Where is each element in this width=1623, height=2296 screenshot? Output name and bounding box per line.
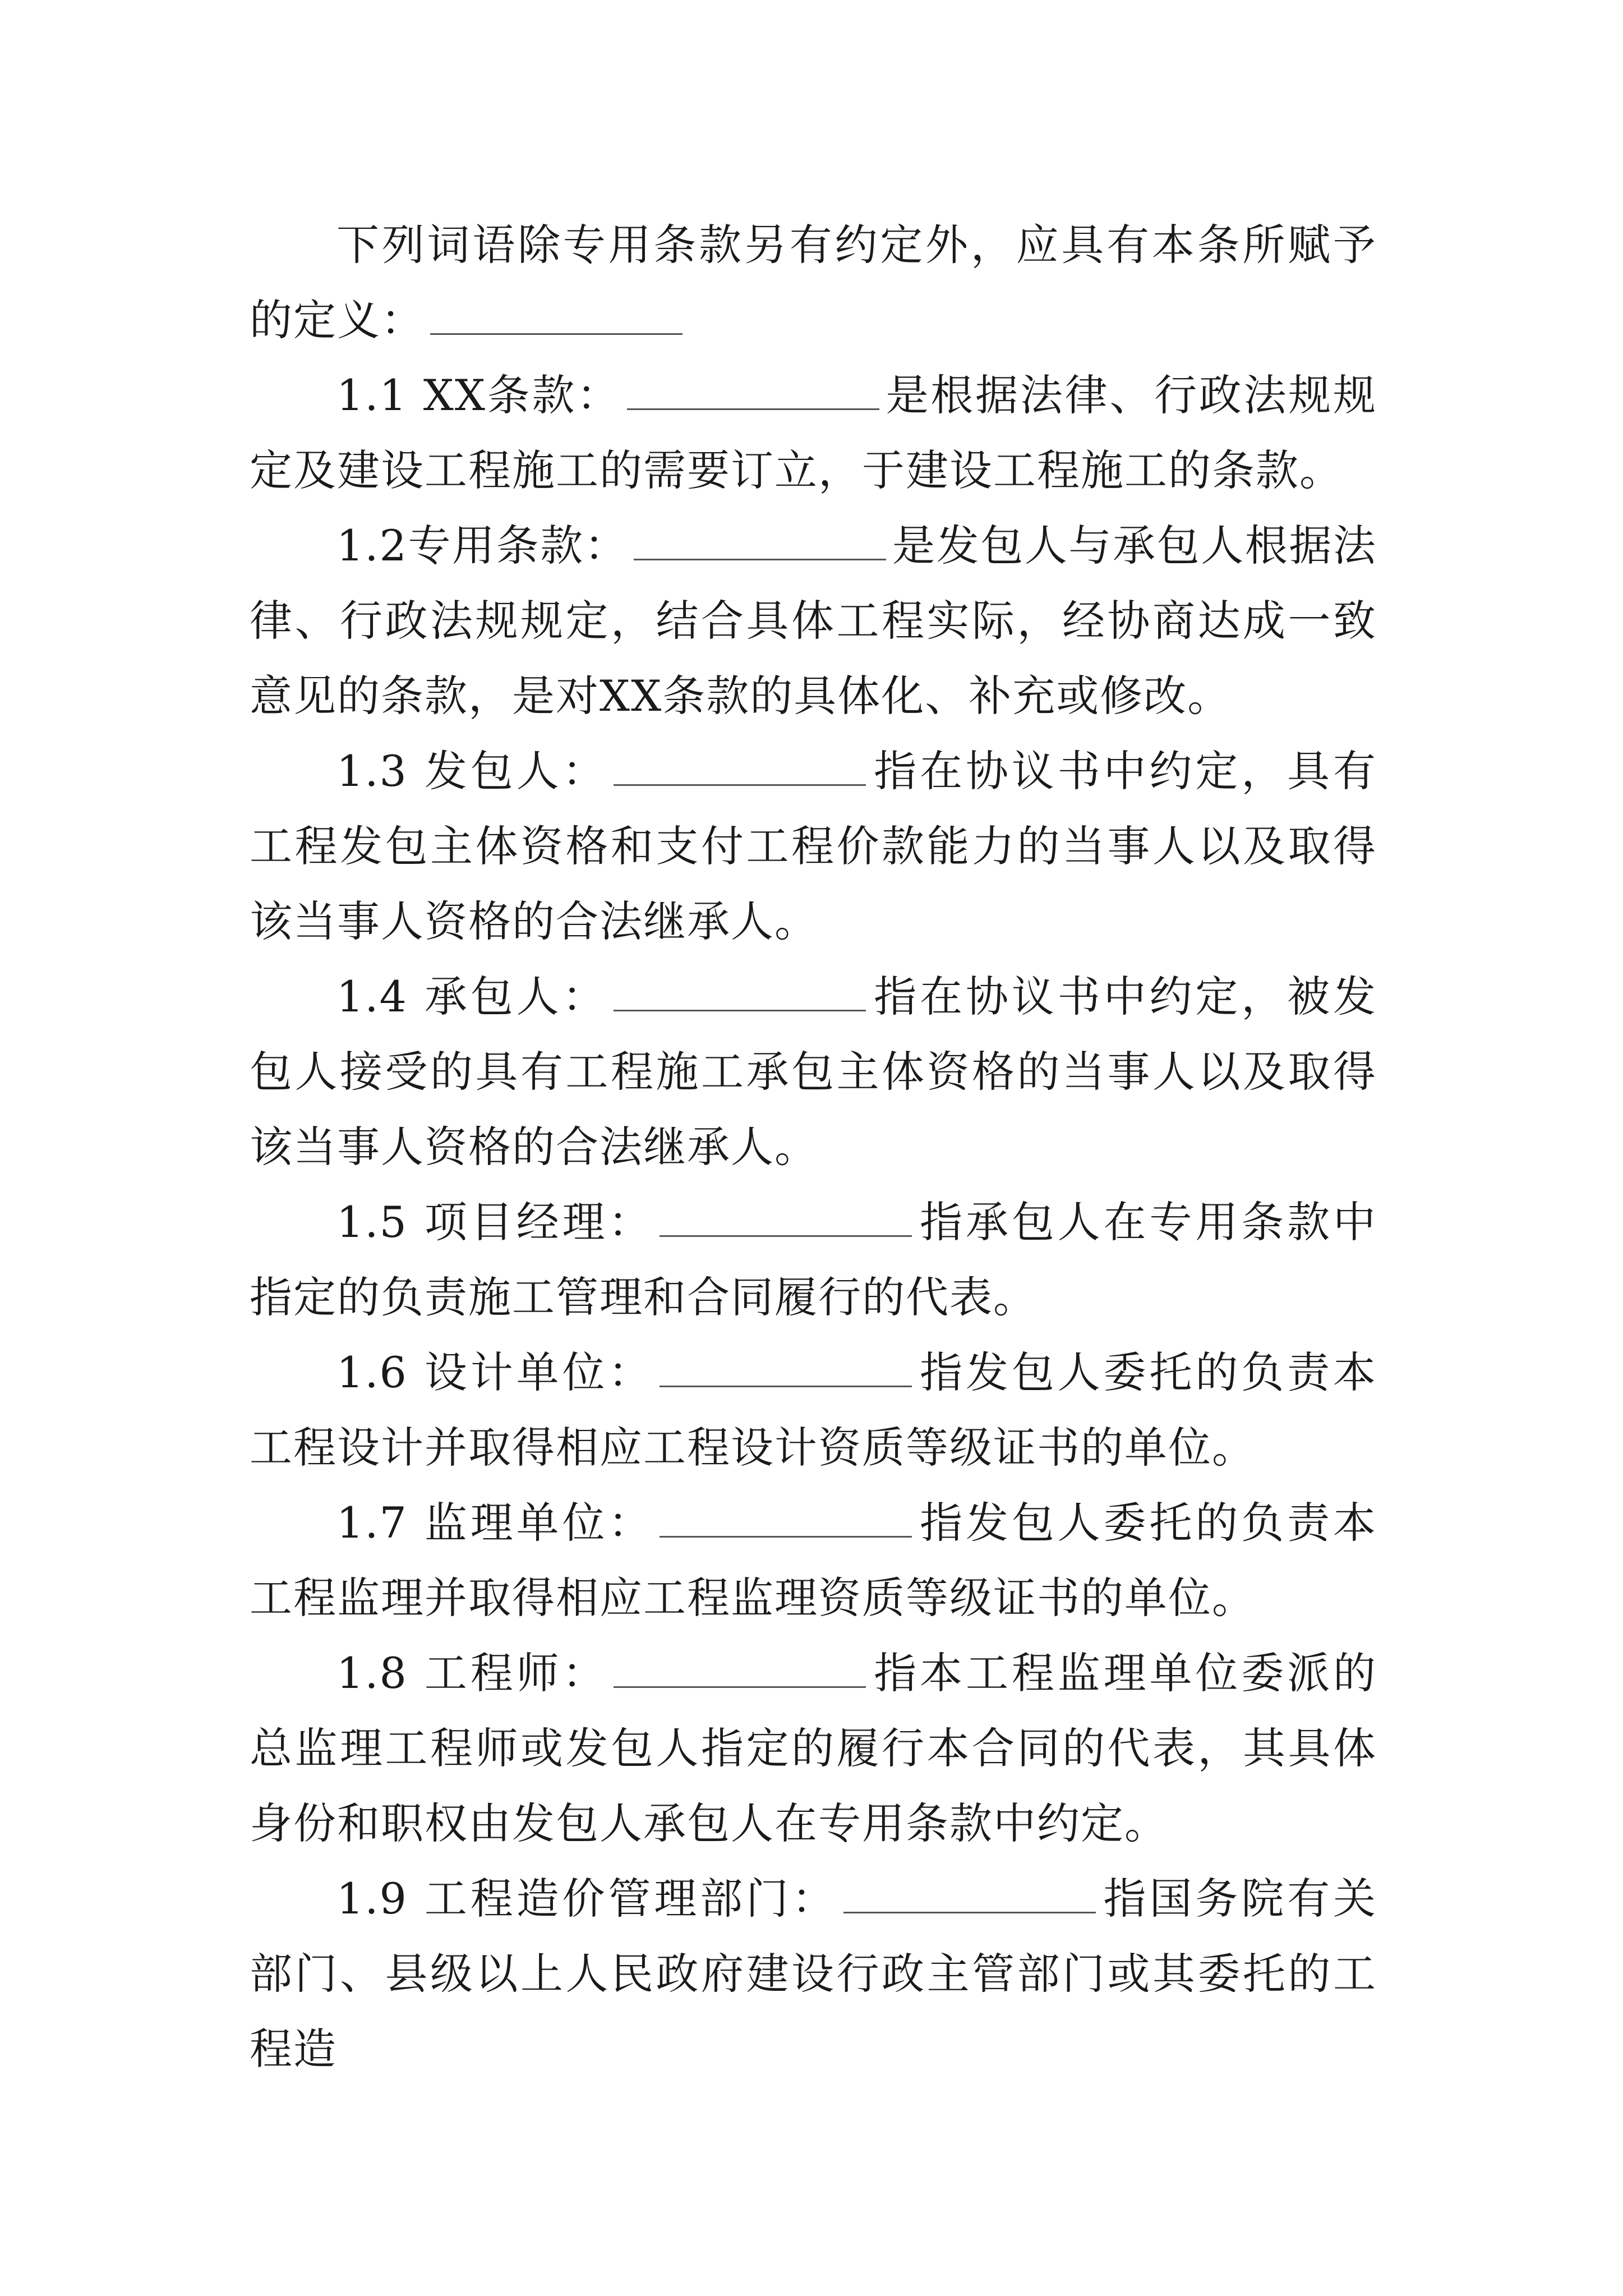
- clause-1-7: [250, 1485, 1377, 1636]
- clause-label: 1.3 发包人：: [336, 746, 608, 796]
- fill-in-blank[interactable]: [614, 976, 866, 1011]
- clause-text: 指国务院有关部门、县级以上人民政府建设行政主管部门或其委托的工程造: [250, 1874, 1377, 2074]
- fill-in-blank[interactable]: [634, 525, 886, 560]
- clause-text: 指在协议书中约定，具有工程发包主体资格和支付工程价款能力的当事人以及取得该当事人资格的合法继承人。: [250, 746, 1377, 946]
- clause-1-5: [250, 1185, 1377, 1335]
- clause-1-2: [250, 508, 1377, 734]
- clause-label: 1.6 设计单位：: [336, 1347, 654, 1397]
- clause-text: 指发包人委托的负责本工程设计并取得相应工程设计资质等级证书的单位。: [250, 1347, 1377, 1473]
- clause-1-6: [250, 1335, 1377, 1485]
- fill-in-blank[interactable]: [660, 1202, 912, 1237]
- clause-label: 1.9 工程造价管理部门：: [336, 1874, 838, 1924]
- clause-text: 指在协议书中约定，被发包人接受的具有工程施工承包主体资格的当事人以及取得该当事人资格的合法继承人。: [250, 972, 1377, 1172]
- fill-in-blank[interactable]: [430, 300, 683, 335]
- fill-in-blank[interactable]: [660, 1502, 912, 1538]
- clause-text: 是根据法律、行政法规规定及建设工程施工的需要订立，于建设工程施工的条款。: [250, 370, 1377, 495]
- intro-text: 下列词语除专用条款另有约定外，应具有本条所赋予的定义：: [250, 220, 1377, 345]
- clause-1-1: [250, 358, 1377, 508]
- clause-text: 是发包人与承包人根据法律、行政法规规定，结合具体工程实际，经协商达成一致意见的条款，是对XX条款的具体化、补充或修改。: [250, 521, 1377, 721]
- clause-label: 1.8 工程师：: [336, 1648, 608, 1698]
- fill-in-blank[interactable]: [843, 1878, 1096, 1913]
- document-page: [250, 208, 1377, 2087]
- fill-in-blank[interactable]: [614, 1653, 866, 1688]
- clause-text: 指发包人委托的负责本工程监理并取得相应工程监理资质等级证书的单位。: [250, 1498, 1377, 1623]
- intro-paragraph: [250, 208, 1377, 358]
- fill-in-blank[interactable]: [660, 1352, 912, 1387]
- clause-text: 指承包人在专用条款中指定的负责施工管理和合同履行的代表。: [250, 1197, 1377, 1322]
- fill-in-blank[interactable]: [627, 375, 879, 410]
- fill-in-blank[interactable]: [614, 751, 866, 786]
- clause-1-4: [250, 959, 1377, 1185]
- clause-label: 1.2专用条款：: [336, 521, 629, 570]
- clause-label: 1.5 项目经理：: [336, 1197, 654, 1247]
- clause-label: 1.4 承包人：: [336, 972, 608, 1022]
- clause-label: 1.7 监理单位：: [336, 1498, 654, 1548]
- clause-1-3: [250, 734, 1377, 959]
- clause-label: 1.1 XX条款：: [336, 370, 621, 420]
- clause-1-9: [250, 1861, 1377, 2087]
- clause-text: 指本工程监理单位委派的总监理工程师或发包人指定的履行本合同的代表，其具体身份和职权由发包人承包人在专用条款中约定。: [250, 1648, 1377, 1848]
- clause-1-8: [250, 1636, 1377, 1861]
